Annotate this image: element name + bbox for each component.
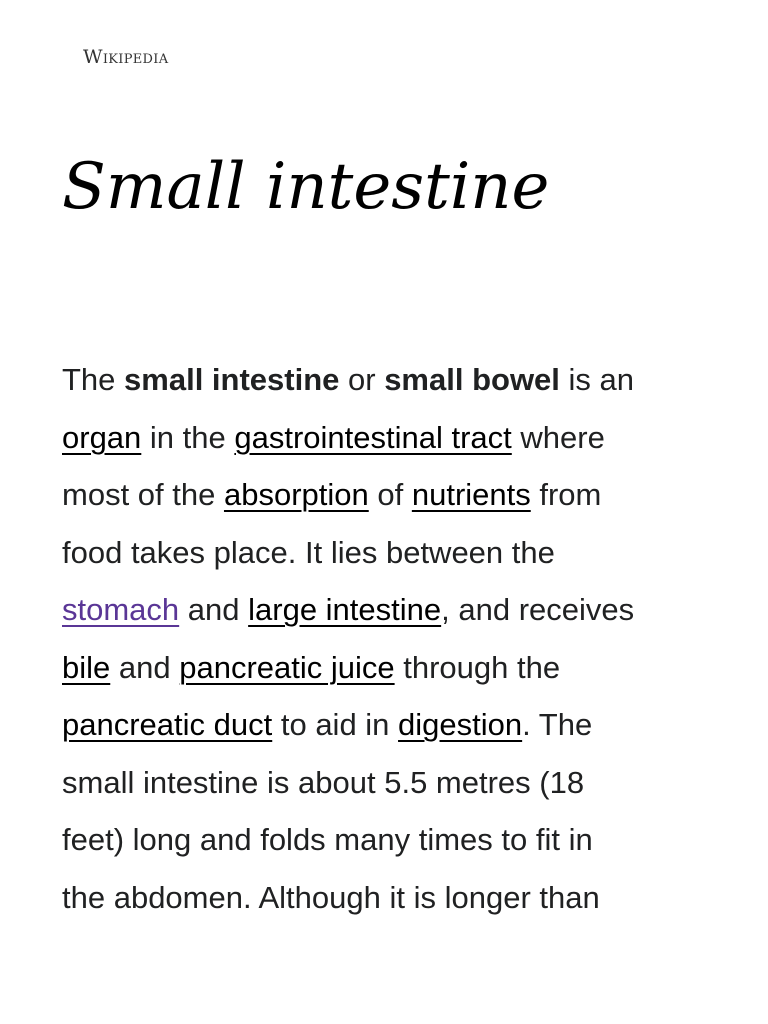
body-text: most of the	[62, 477, 224, 512]
body-text: feet) long and folds many times to fit in	[62, 822, 593, 857]
link-absorption[interactable]: absorption	[223, 477, 369, 512]
site-header	[83, 42, 168, 72]
paragraph-line	[62, 581, 712, 639]
lead-paragraph	[62, 351, 712, 926]
link-gastrointestinal-tract[interactable]: gastrointestinal tract	[234, 419, 512, 455]
link-large-intestine[interactable]: large intestine	[248, 592, 442, 627]
paragraph-line	[62, 409, 712, 467]
bold-term: small bowel	[384, 362, 560, 397]
paragraph-line	[62, 466, 712, 524]
link-nutrients[interactable]: nutrients	[411, 477, 531, 512]
paragraph-line	[62, 754, 712, 812]
body-text: and	[179, 592, 249, 627]
body-text: of	[368, 477, 412, 512]
paragraph-line	[62, 811, 712, 869]
link-digestion[interactable]: digestion	[398, 707, 523, 742]
body-text: in the	[141, 419, 235, 455]
page-title: Small intestine	[62, 150, 550, 224]
body-text: is an	[559, 362, 635, 397]
paragraph-line	[62, 524, 712, 582]
body-text: , and receives	[441, 592, 635, 627]
body-text: through the	[394, 649, 561, 685]
body-text: The	[62, 362, 125, 397]
body-text: small intestine is about 5.5 metres (18	[62, 764, 585, 800]
paragraph-line	[62, 696, 712, 754]
paragraph-line	[62, 639, 712, 697]
link-pancreatic-duct[interactable]: pancreatic duct	[62, 707, 273, 742]
link-stomach[interactable]: stomach	[62, 592, 180, 627]
link-pancreatic-juice[interactable]: pancreatic juice	[179, 649, 395, 685]
paragraph-line	[62, 351, 712, 409]
body-text: the abdomen. Although it is longer than	[62, 879, 600, 915]
body-text: food takes place. It lies between the	[62, 534, 555, 570]
wikipedia-wordmark-link[interactable]: Wikipedia	[83, 46, 169, 68]
body-text: from	[530, 477, 602, 512]
link-bile[interactable]: bile	[62, 649, 111, 685]
body-text: where	[511, 419, 605, 455]
body-text: to aid in	[272, 707, 399, 742]
body-text: and	[110, 649, 180, 685]
body-text: . The	[522, 707, 593, 742]
article-content	[62, 351, 712, 926]
paragraph-line	[62, 869, 712, 927]
body-text: or	[339, 362, 385, 397]
link-organ[interactable]: organ	[62, 419, 142, 455]
bold-term: small intestine	[124, 362, 340, 397]
